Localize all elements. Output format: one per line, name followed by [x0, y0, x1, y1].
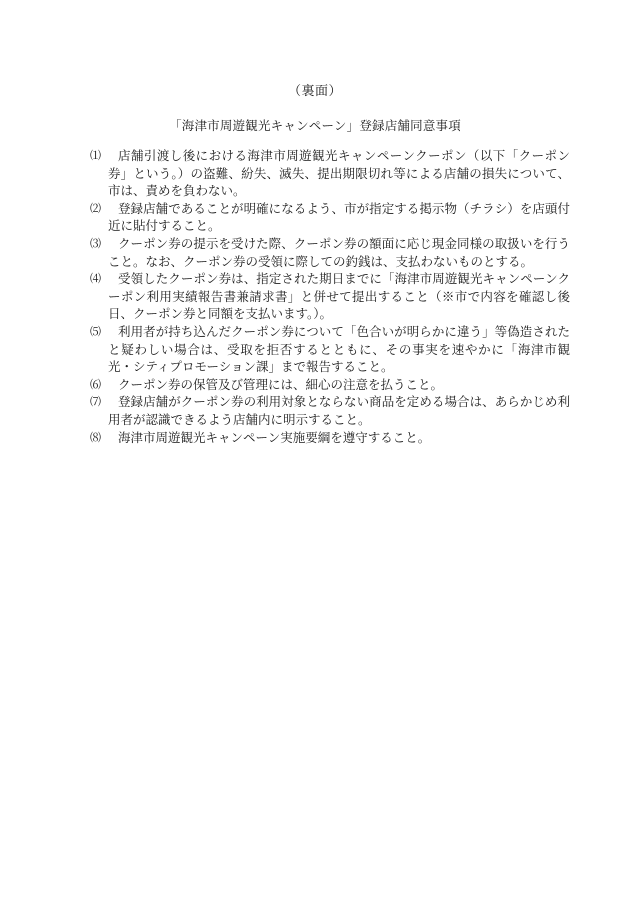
side-label: （裏面） [287, 84, 342, 99]
item-text: 海津市周遊観光キャンペーン実施要綱を遵守すること。 [118, 429, 431, 445]
consent-item [90, 429, 570, 447]
item-text: 店舗引渡し後における海津市周遊観光キャンペーンクーポン（以下「クーポン券」という。）の盗難、紛失、滅失、提出期限切れ等による店舗の損失について、市は、責めを負わない。 [108, 148, 570, 199]
item-number: ⑹ [90, 377, 101, 391]
item-text: 利用者が持ち込んだクーポン券について「色合いが明らかに違う」等偽造されたと疑わしい場合は、受取を拒否するとともに、その事実を速やかに「海津市観光・シティプロモーション課」まで報告すること。 [108, 323, 570, 375]
item-text: クーポン券の提示を受けた際、クーポン券の額面に応じ現金同様の取扱いを行うこと。なお、クーポン券の受領に際しての釣銭は、支払わないものとする。 [108, 235, 570, 269]
item-number: ⑷ [90, 272, 101, 286]
document-title: 「海津市周遊観光キャンペーン」登録店舗同意事項 [169, 118, 461, 133]
item-text: 受領したクーポン券は、指定された期日までに「海津市周遊観光キャンペーンクーポン利用実績報告書兼請求書」と併せて提出すること（※市で内容を確認し後日、クーポン券と同額を支払います。）。 [108, 271, 570, 322]
item-text: クーポン券の保管及び管理には、細心の注意を払うこと。 [118, 376, 444, 392]
consent-items-list [90, 147, 570, 446]
item-text: 登録店舗であることが明確になるよう、市が指定する掲示物（チラシ）を店頭付近に貼付すること。 [108, 200, 570, 234]
item-text: 登録店舗がクーポン券の利用対象とならない商品を定める場合は、あらかじめ利用者が認識できるよう店舗内に明示すること。 [108, 394, 570, 427]
item-number: ⑶ [90, 236, 101, 250]
consent-item [90, 393, 570, 428]
consent-item [90, 200, 570, 235]
item-number: ⑻ [90, 430, 101, 444]
consent-item [90, 147, 570, 200]
consent-item [90, 235, 570, 270]
item-number: ⑵ [90, 201, 101, 215]
item-number: ⑺ [90, 395, 101, 409]
consent-item [90, 323, 570, 376]
item-number: ⑴ [90, 149, 101, 162]
consent-item [90, 270, 570, 323]
consent-item [90, 376, 570, 394]
item-number: ⑸ [90, 324, 101, 338]
